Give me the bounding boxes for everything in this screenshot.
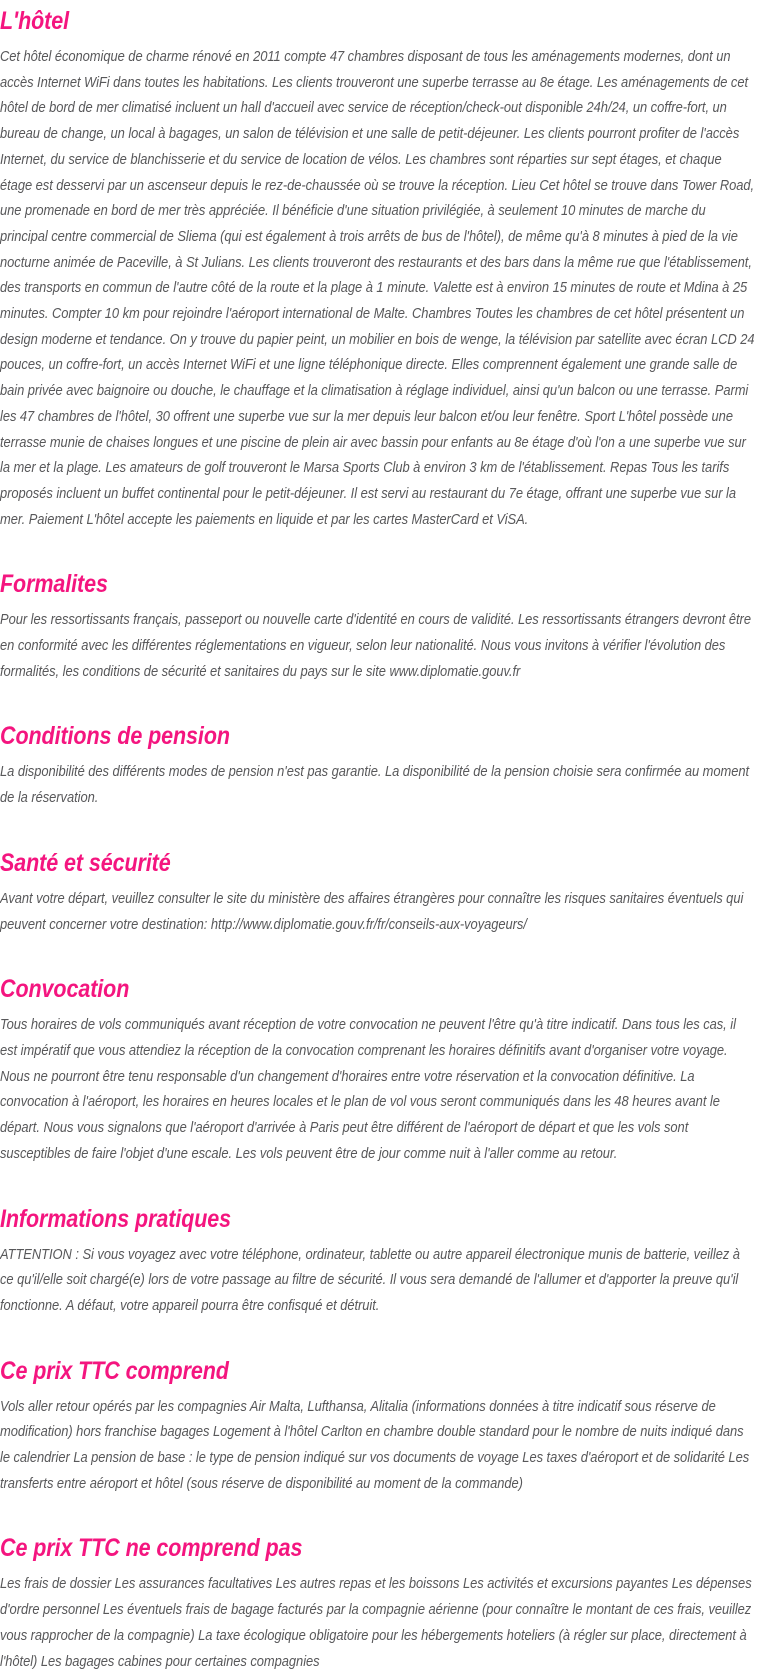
section-title-conditions-de-pension: Conditions de pension [0,722,230,751]
section-title-informations-pratiques: Informations pratiques [0,1204,232,1233]
section-title-hotel: L'hôtel [0,7,70,35]
section-conditions-de-pension [0,721,756,811]
section-body-ce-prix-ttc-ne-comprend-pas: Les frais de dossier Les assurances facultatives Les autres repas et les boissons Les activités et excursions payantes Les dépenses d'ordre personnel Les éventuels frais de bagage facturés par la compagnie aérienne (pour connaître le montant de ces frais, veuillez vous rapprocher de la compagnie) La taxe écologique obligatoire pour les hébergements hoteliers (à régler sur place, directement à l'hôtel) Les bagages cabines pour certaines compagnies [0,1576,752,1670]
section-ce-prix-ttc-comprend [0,1356,756,1498]
section-title-ce-prix-ttc-comprend: Ce prix TTC comprend [0,1356,229,1385]
section-body-convocation: Tous horaires de vols communiqués avant réception de votre convocation ne peuvent l'être qu'à titre indicatif. Dans tous les cas, il est impératif que vous attendiez la réception de la convocation comprenant les horaires définitifs avant d'organiser votre voyage. Nous ne pourront être tenu responsable d'un changement d'horaires entre votre réservation et la convocation définitive. La convocation à l'aéroport, les horaires en heures locales et le plan de vol vous seront communiqués dans les 48 heures avant le départ. Nous vous signalons que l'aéroport d'arrivée à Paris peut être différent de l'aéroport de départ et que les vols sont susceptibles de faire l'objet d'une escale. Les vols peuvent être de jour comme nuit à l'aller comme au retour. [0,1017,736,1162]
section-body-sante-et-securite: Avant votre départ, veuillez consulter le site du ministère des affaires étrangères pour connaître les risques sanitaires éventuels qui peuvent concerner votre destination: http://www.diplomatie.gouv.fr/fr/conseils-aux-voyageurs/ [0,890,744,933]
section-formalites [0,569,756,685]
section-informations-pratiques [0,1204,756,1320]
travel-brochure-page [0,6,758,1675]
section-ce-prix-ttc-ne-comprend-pas [0,1533,756,1675]
section-body-formalites: Pour les ressortissants français, passeport ou nouvelle carte d'identité en cours de validité. Les ressortissants étrangers devront être en conformité avec les différentes réglementations en vigueur, selon leur nationalité. Nous vous invitons à vérifier l'évolution des formalités, les conditions de sécurité et sanitaires du pays sur le site www.diplomatie.gouv.fr [0,612,751,680]
section-body-ce-prix-ttc-comprend: Vols aller retour opérés par les compagnies Air Malta, Lufthansa, Alitalia (informations données à titre indicatif sous réserve de modification) hors franchise bagages Logement à l'hôtel Carlton en chambre double standard pour le nombre de nuits indiqué dans le calendrier La pension de base : le type de pension indiqué sur vos documents de voyage Les taxes d'aéroport et de solidarité Les transferts entre aéroport et hôtel (sous réserve de disponibilité au moment de la commande) [0,1398,750,1492]
section-sante-et-securite [0,848,756,938]
section-body-conditions-de-pension: La disponibilité des différents modes de pension n'est pas garantie. La disponibilité de la pension choisie sera confirmée au moment de la réservation. [0,764,750,807]
section-convocation [0,974,756,1167]
section-title-ce-prix-ttc-ne-comprend-pas: Ce prix TTC ne comprend pas [0,1534,303,1563]
section-hotel [0,6,756,533]
section-title-sante-et-securite: Santé et sécurité [0,848,171,877]
section-title-convocation: Convocation [0,975,130,1004]
section-body-informations-pratiques: ATTENTION : Si vous voyagez avec votre téléphone, ordinateur, tablette ou autre appareil électronique munis de batterie, veillez à ce qu'il/elle soit chargé(e) lors de votre passage au filtre de sécurité. Il vous sera demandé de l'allumer et d'apporter la preuve qu'il fonctionne. A défaut, votre appareil pourra être confisqué et détruit. [0,1246,740,1314]
section-body-hotel: Cet hôtel économique de charme rénové en 2011 compte 47 chambres disposant de tous les aménagements modernes, dont un accès Internet WiFi dans toutes les habitations. Les clients trouveront une superbe terrasse au 8e étage. Les aménagements de cet hôtel de bord de mer climatisé incluent un hall d'accueil avec service de réception/check-out disponible 24h/24, un coffre-fort, un bureau de change, un local à bagages, un salon de télévision et une salle de petit-déjeuner. Les clients pourront profiter de l'accès Internet, du service de blanchisserie et du service de location de vélos. Les chambres sont réparties sur sept étages, et chaque étage est desservi par un ascenseur depuis le rez-de-chaussée où se trouve la réception. Lieu Cet hôtel se trouve dans Tower Road, une promenade en bord de mer très appréciée. Il bénéficie d'une situation privilégiée, à seulement 10 minutes de marche du principal centre commercial de Sliema (qui est également à trois arrêts de bus de l'hôtel), de même qu'à 8 minutes à pied de la vie nocturne animée de Paceville, à St Julians. Les clients trouveront des restaurants et des bars dans la même rue que l'établissement, des transports en commun de l'autre côté de la route et la plage à 1 minute. Valette est à environ 15 minutes de route et Mdina à 25 minutes. Compter 10 km pour rejoindre l'aéroport international de Malte. Chambres Toutes les chambres de cet hôtel présentent un design moderne et tendance. On y trouve du papier peint, un mobilier en bois de wenge, la télévision par satellite avec écran LCD 24 pouces, un coffre-fort, un accès Internet WiFi et une ligne téléphonique directe. Elles comprennent également une grande salle de bain privée avec baignoire ou douche, le chauffage et la climatisation à réglage individuel, ainsi qu'un balcon ou une terrasse. Parmi les 47 chambres de l'hôtel, 30 offrent une superbe vue sur la mer depuis leur balcon et/ou leur fenêtre. Sport L'hôtel possède une terrasse munie de chaises longues et une piscine de plein air avec bassin pour enfants au 8e étage d'où l'on a une superbe vue sur la mer et la plage. Les amateurs de golf trouveront le Marsa Sports Club à environ 3 km de l'établissement. Repas Tous les tarifs proposés incluent un buffet continental pour le petit-déjeuner. Il est servi au restaurant du 7e étage, offrant une superbe vue sur la mer. Paiement L'hôtel accepte les paiements en liquide et par les cartes MasterCard et ViSA. [0,49,755,528]
section-title-formalites: Formalites [0,570,108,599]
